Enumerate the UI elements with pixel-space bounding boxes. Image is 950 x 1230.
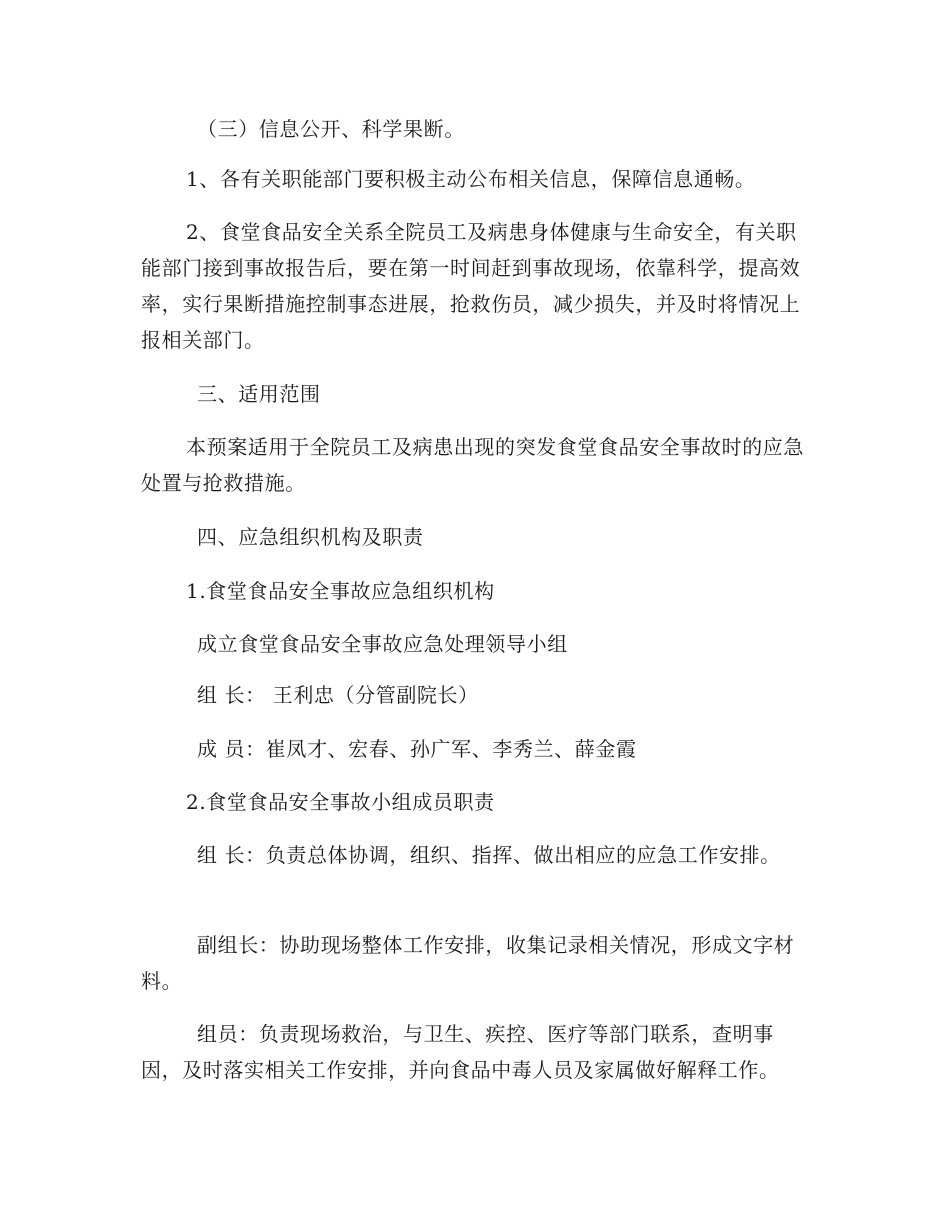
paragraph-info-publish: 1、各有关职能部门要积极主动公布相关信息，保障信息通畅。 (186, 167, 756, 191)
paragraph-leading-group: 成立食堂食品安全事故应急处理领导小组 (197, 632, 568, 656)
paragraph-member-duty: 组员：负责现场救治，与卫生、疾控、医疗等部门联系，查明事因，及时落实相关工作安排，并向食品中毒人员及家属做好解释工作。 (141, 1022, 780, 1082)
subheading-duties: 2.食堂食品安全事故小组成员职责 (186, 790, 495, 814)
subheading-organization: 1.食堂食品安全事故应急组织机构 (186, 579, 495, 603)
paragraph-scope: 本预案适用于全院员工及病患出现的突发食堂食品安全事故时的应急处置与抢救措施。 (141, 435, 804, 495)
section-heading-scope: 三、适用范围 (197, 382, 321, 406)
paragraph-food-safety-response: 2、食堂食品安全关系全院员工及病患身体健康与生命安全，有关职能部门接到事故报告后，要在第一时间赶到事故现场，依靠科学，提高效率，实行果断措施控制事态进展，抢救伤员，减少损失，并及时将情况上报相关部门。 (141, 220, 801, 352)
paragraph-leader-duty: 组 长：负责总体协调，组织、指挥、做出相应的应急工作安排。 (197, 843, 781, 867)
paragraph-members: 成 员：崔凤才、宏春、孙广军、李秀兰、薛金霞 (197, 737, 637, 761)
section-heading-info-disclosure: （三）信息公开、科学果断。 (197, 117, 465, 141)
paragraph-deputy-duty: 副组长：协助现场整体工作安排，收集记录相关情况，形成文字材料。 (141, 933, 795, 993)
section-heading-organization: 四、应急组织机构及职责 (197, 525, 424, 549)
paragraph-group-leader: 组 长： 王利忠（分管副院长） (197, 683, 479, 707)
